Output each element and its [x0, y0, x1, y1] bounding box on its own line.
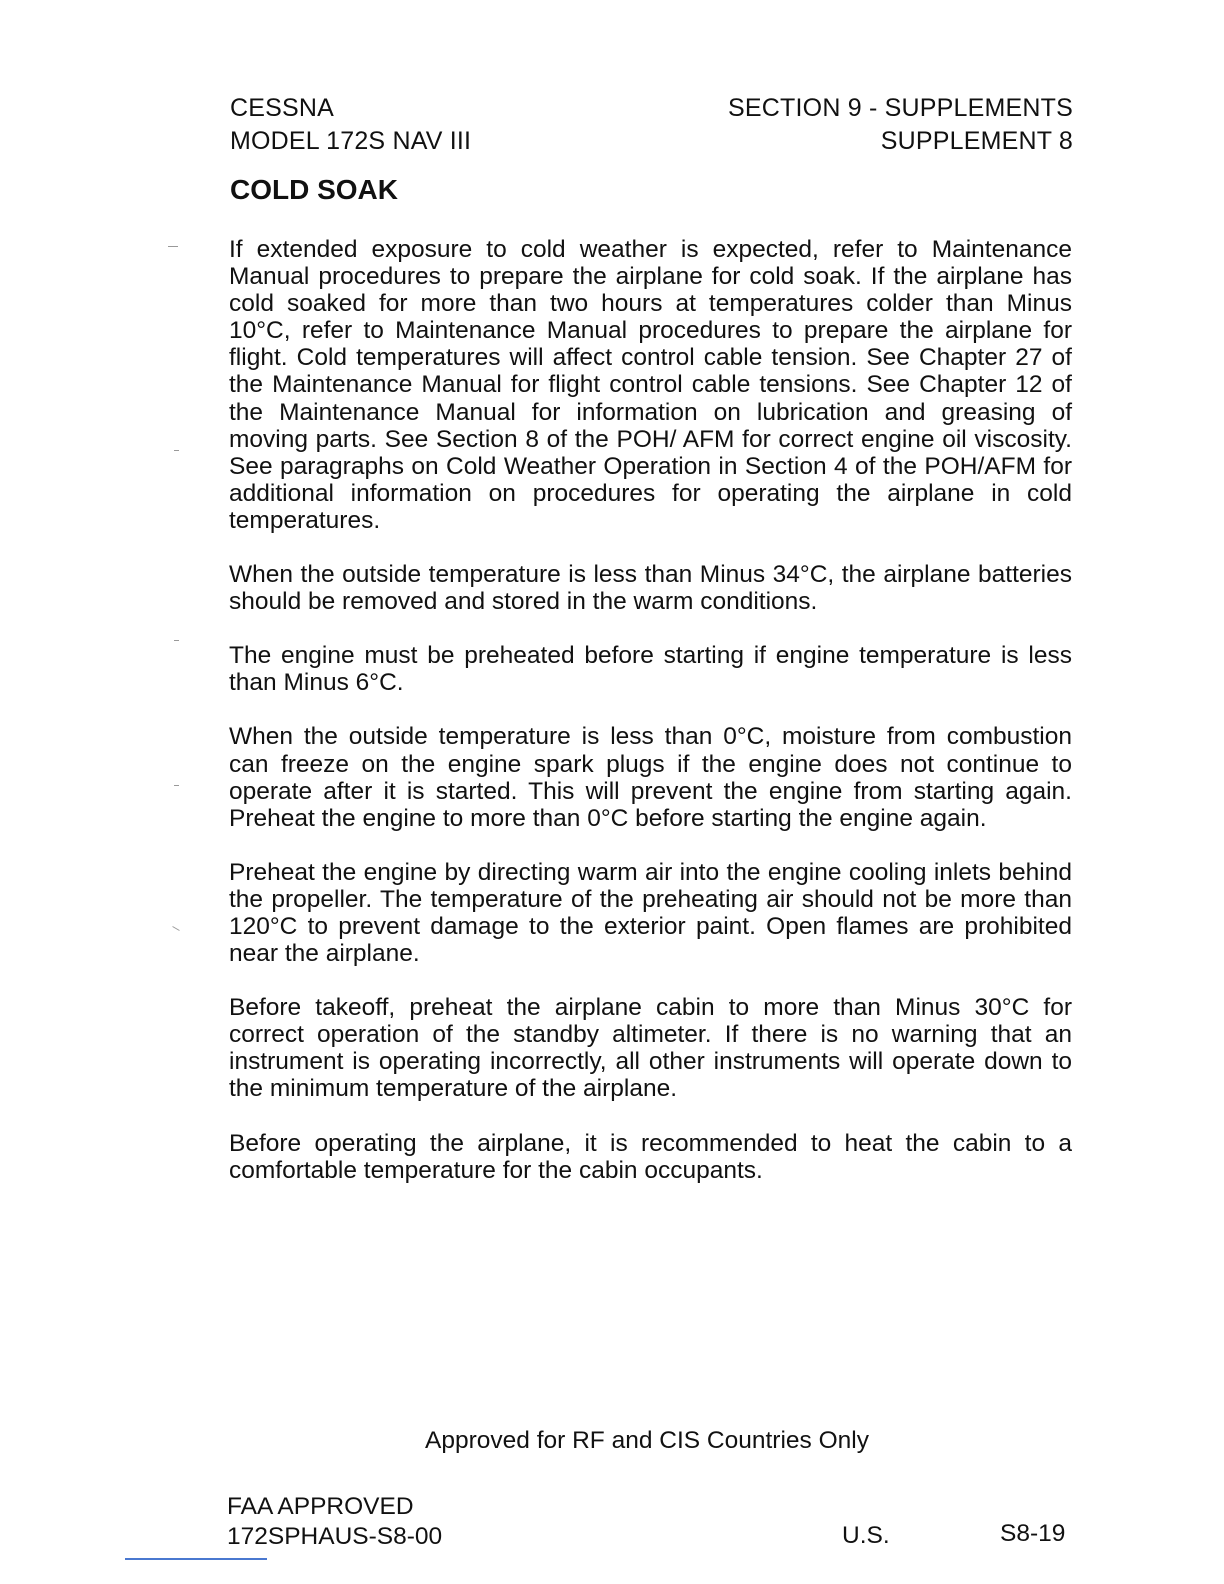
paragraph-cabin-preheat: Before takeoff, preheat the airplane cabin to more than Minus 30°C for correct operation of the standby altimeter. If there is no warning that an instrument is operating incorrectly, all other instruments will operate down to the minimum temperature of the airplane.	[229, 994, 1072, 1103]
header-left	[230, 92, 471, 158]
edition-label: U.S.	[842, 1522, 890, 1549]
page-title: COLD SOAK	[230, 174, 398, 205]
paragraph-cabin-comfort: Before operating the airplane, it is recommended to heat the cabin to a comfortable temperature for the cabin occupants.	[229, 1129, 1072, 1184]
paragraph-preheat-requirement: The engine must be preheated before starting if engine temperature is less than Minus 6°C.	[229, 642, 1072, 697]
supplement-label: SUPPLEMENT 8	[880, 127, 1073, 155]
scan-underline-mark	[125, 1558, 267, 1560]
margin-mark	[174, 640, 179, 641]
body-text	[229, 236, 1072, 1211]
model: MODEL 172S NAV III	[230, 127, 472, 155]
approval-note: Approved for RF and CIS Countries Only	[425, 1427, 869, 1454]
manufacturer: CESSNA	[230, 94, 335, 122]
paragraph-cold-soak-intro: If extended exposure to cold weather is expected, refer to Maintenance Manual procedures to prepare the airplane for cold soak. If the airplane has cold soaked for more than two hours at temperatures colder than Minus 10°C, refer to Maintenance Manual procedures to prepare the airplane for flight. Cold temperatures will affect control cable tension. See Chapter 27 of the Maintenance Manual for flight control cable tensions. See Chapter 12 of the Maintenance Manual for information on lubrication and greasing of moving parts. See Section 8 of the POH/ AFM for correct engine oil viscosity. See paragraphs on Cold Weather Operation in Section 4 of the POH/AFM for additional information on procedures for operating the airplane in cold temperatures.	[229, 236, 1072, 534]
paragraph-preheat-method: Preheat the engine by directing warm air into the engine cooling inlets behind the propeller. The temperature of the preheating air should not be more than 120°C to prevent damage to the exterior paint. Open flames are prohibited near the airplane.	[229, 858, 1072, 968]
margin-mark	[172, 926, 179, 931]
document-number: 172SPHAUS-S8-00	[227, 1523, 443, 1550]
section-label: SECTION 9 - SUPPLEMENTS	[728, 94, 1073, 122]
margin-mark	[174, 785, 179, 786]
paragraph-spark-plugs: When the outside temperature is less than 0°C, moisture from combustion can freeze on the engine spark plugs if the engine does not continue to operate after it is started. This will prevent the engine from starting again. Preheat the engine to more than 0°C before starting the engine again.	[229, 723, 1072, 832]
page-number: S8-19	[1000, 1520, 1066, 1547]
faa-approved-label: FAA APPROVED	[227, 1493, 414, 1520]
footer-left	[227, 1492, 442, 1552]
header-right	[728, 92, 1073, 158]
paragraph-batteries: When the outside temperature is less than Minus 34°C, the airplane batteries should be removed and stored in the warm conditions.	[229, 561, 1072, 616]
margin-mark	[168, 246, 178, 247]
margin-mark	[174, 450, 179, 451]
